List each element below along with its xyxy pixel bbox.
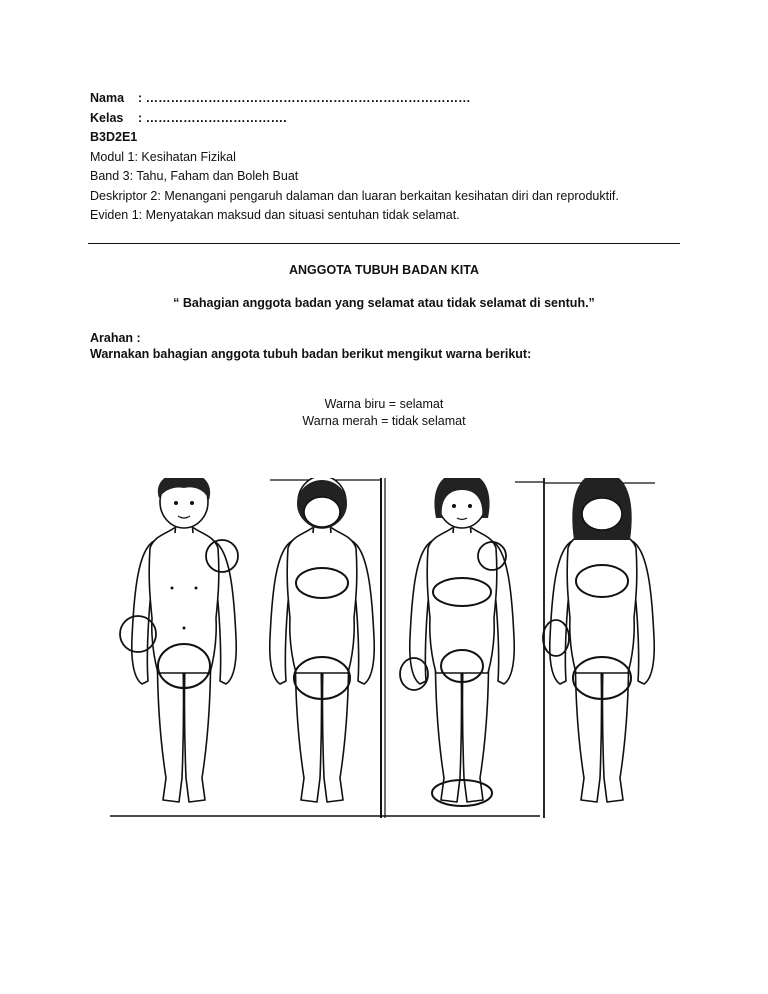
nama-field[interactable]: : …………………………………………………………………… <box>138 91 471 105</box>
arahan-label: Arahan : <box>90 331 141 345</box>
modul-line: Modul 1: Kesihatan Fizikal <box>90 149 236 164</box>
page-title: ANGGOTA TUBUH BADAN KITA <box>288 263 480 277</box>
deskriptor-line: Deskriptor 2: Menangani pengaruh dalaman dan luaran berkaitan kesihatan diri dan reproduktif. <box>90 188 619 203</box>
instructions <box>90 330 531 362</box>
legend-red: Warna merah = tidak selamat <box>302 414 466 428</box>
boy-front-figure <box>120 478 238 802</box>
nama-label: Nama <box>90 91 125 105</box>
kelas-field[interactable]: : ……………………………. <box>138 110 287 125</box>
worksheet-header <box>90 89 619 226</box>
kelas-label: Kelas <box>90 110 124 125</box>
color-legend <box>0 396 768 430</box>
nama-row <box>90 89 619 109</box>
legend-blue: Warna biru = selamat <box>324 397 444 411</box>
boy-back-figure <box>270 478 374 802</box>
girl-back-figure <box>543 478 654 802</box>
eviden-line: Eviden 1: Menyatakan maksud dan situasi sentuhan tidak selamat. <box>90 208 460 222</box>
band-line: Band 3: Tahu, Faham dan Boleh Buat <box>90 169 299 183</box>
body-figures-illustration <box>110 478 660 823</box>
worksheet-code: B3D2E1 <box>90 130 138 144</box>
quote-text: “ Bahagian anggota badan yang selamat atau tidak selamat di sentuh.” <box>173 296 595 310</box>
divider-line <box>88 243 680 244</box>
kelas-row <box>90 109 619 129</box>
girl-front-figure <box>400 478 514 806</box>
arahan-text: Warnakan bahagian anggota tubuh badan berikut mengikut warna berikut: <box>90 347 532 361</box>
